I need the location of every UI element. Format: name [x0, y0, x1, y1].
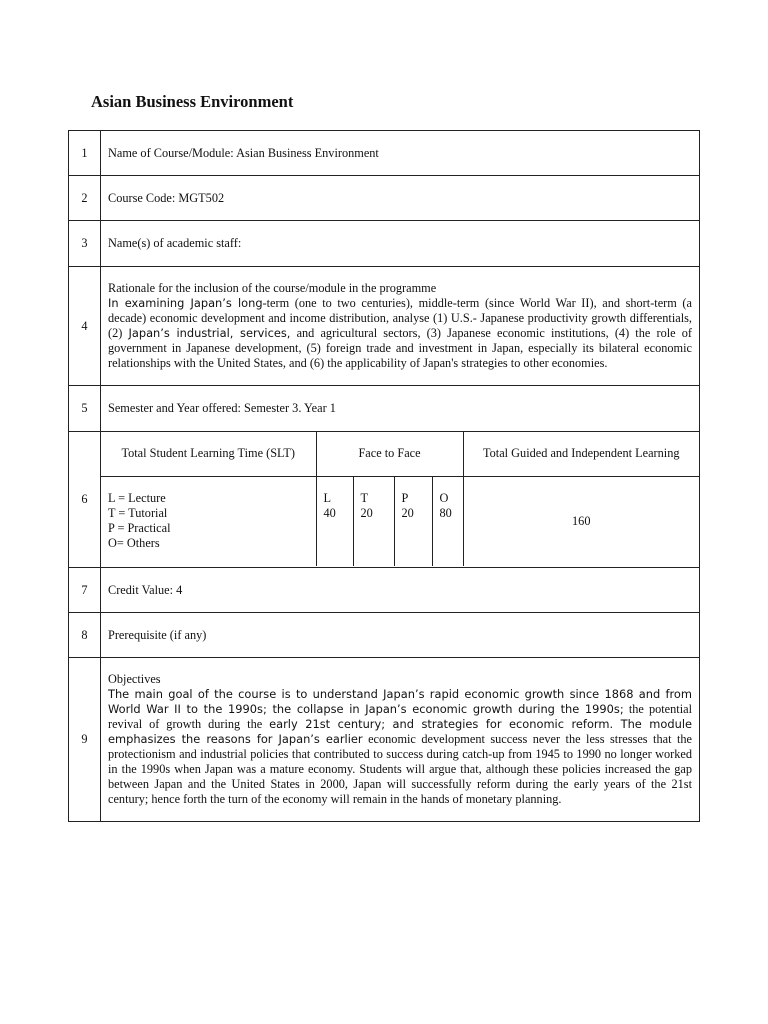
row-number: 6: [69, 432, 101, 568]
face-to-face-header: Face to Face: [316, 432, 463, 476]
practical-cell: [394, 476, 432, 566]
tutorial-letter: T: [360, 490, 369, 505]
legend-lecture: L = Lecture: [108, 490, 166, 505]
tutorial-cell: [353, 476, 394, 566]
row-number: 8: [69, 613, 101, 658]
guided-learning-value: 160: [463, 476, 699, 566]
row-number: 2: [69, 176, 101, 221]
legend-cell: [101, 476, 316, 566]
lecture-cell: [316, 476, 353, 566]
guided-learning-header: Total Guided and Independent Learning: [463, 432, 699, 476]
course-name: Name of Course/Module: Asian Business Environment: [101, 131, 700, 176]
row-number: 7: [69, 568, 101, 613]
credit-value: Credit Value: 4: [101, 568, 700, 613]
rationale-body: In examining Japan’s long-term (one to two centuries), middle-term (since World War II), and short-term (a decade) economic development and income distribution, analyse (1) U.S.- Japanese productivity growth differentials, (2) Japan’s industrial, services, and agricultural sectors, (3) Japanese economic institutions, (4) the role of government in Japanese development, (5) foreign trade and investment in Japan, especially its bilateral economic relationships with the United States, and (6) the applicability of Japan's strategies to other economies.: [108, 296, 692, 370]
academic-staff: Name(s) of academic staff:: [101, 221, 700, 267]
course-code: Course Code: MGT502: [101, 176, 700, 221]
semester-offered: Semester and Year offered: Semester 3. Year 1: [101, 386, 700, 432]
course-table: [68, 130, 700, 822]
row-number: 4: [69, 267, 101, 386]
table-row: [69, 386, 700, 432]
row-number: 9: [69, 658, 101, 822]
table-row: [69, 267, 700, 386]
others-cell: [432, 476, 463, 566]
slt-header: Total Student Learning Time (SLT): [101, 432, 316, 476]
others-hours: 80: [439, 505, 452, 520]
slt-header-row: [101, 432, 699, 476]
slt-cell: [101, 432, 700, 568]
legend-tutorial: T = Tutorial: [108, 505, 168, 520]
objectives-heading: Objectives: [108, 672, 161, 686]
table-row: [69, 221, 700, 267]
table-row: [69, 568, 700, 613]
row-number: 1: [69, 131, 101, 176]
legend-others: O= Others: [108, 535, 160, 550]
table-row: [69, 613, 700, 658]
objectives-cell: [101, 658, 700, 822]
tutorial-hours: 20: [360, 505, 373, 520]
others-letter: O: [439, 490, 449, 505]
table-row: [69, 131, 700, 176]
lecture-hours: 40: [323, 505, 336, 520]
row-number: 5: [69, 386, 101, 432]
table-row: [69, 432, 700, 568]
page-title: Asian Business Environment: [91, 92, 294, 111]
row-number: 3: [69, 221, 101, 267]
rationale-cell: [101, 267, 700, 386]
practical-letter: P: [401, 490, 409, 505]
lecture-letter: L: [323, 490, 332, 505]
slt-values-row: [101, 476, 699, 566]
rationale-heading: Rationale for the inclusion of the course/module in the programme: [108, 281, 437, 295]
table-row: [69, 176, 700, 221]
prerequisite: Prerequisite (if any): [101, 613, 700, 658]
legend-practical: P = Practical: [108, 520, 171, 535]
practical-hours: 20: [401, 505, 414, 520]
slt-table: [101, 432, 699, 566]
table-row: [69, 658, 700, 822]
objectives-body: The main goal of the course is to understand Japan’s rapid economic growth since 1868 and from World War II to the 1990s; the collapse in Japan’s economic growth during the 1990s; the potential revival of growth during the early 21st century; and strategies for economic reform. The module emphasizes the reasons for Japan’s earlier economic development success never the less stresses that the protectionism and industrial policies that contributed to success during catch-up from 1945 to 1990 no longer worked in the 1990s when Japan was a mature economy. Students will argue that, although these policies increased the gap between Japan and the United States in 2000, Japan will successfully reform during the early years of the 21st century; hence forth the turn of the economy will remain in the hands of monetary planning.: [108, 687, 692, 806]
